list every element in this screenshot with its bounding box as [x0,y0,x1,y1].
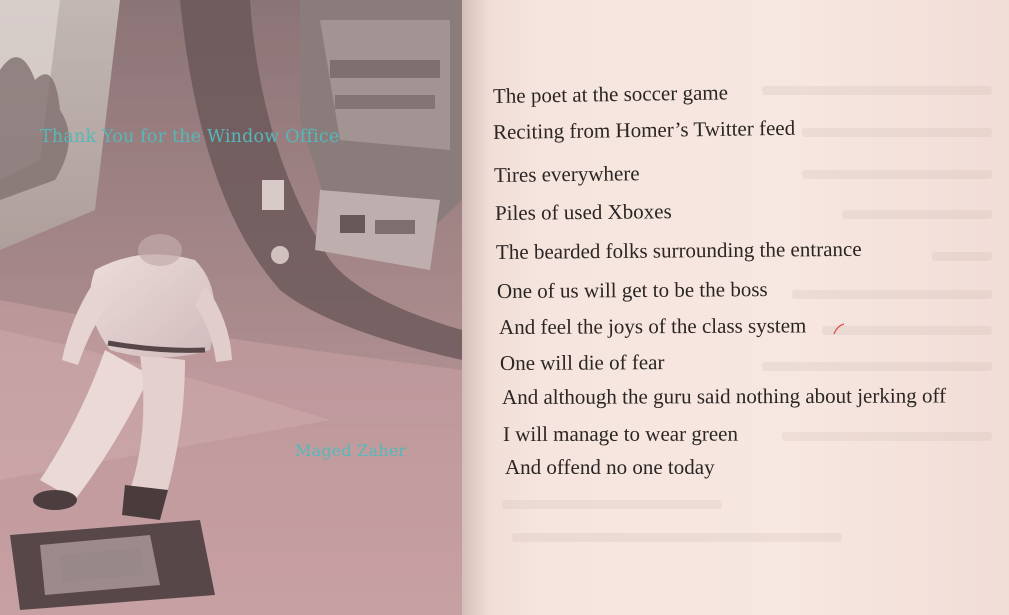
book-cover [0,0,462,615]
poem-page [462,0,1009,615]
poem-line-4: Piles of used Xboxes [494,199,672,225]
poem-line-6: One of us will get to be the boss [496,277,768,303]
poem-line-11: And offend no one today [505,455,715,479]
cover-photo [0,0,462,615]
poem-line-8: One will die of fear [499,350,665,375]
poem-line-1: The poet at the soccer game [492,80,729,108]
cover-title: Thank You for the Window Office [40,127,340,147]
red-pen-mark [832,322,846,336]
poem-line-9: And although the guru said nothing about jerking off [501,383,947,409]
poem-line-2: Reciting from Homer’s Twitter feed [492,115,796,144]
cover-author: Maged Zaher [295,441,407,460]
poem-line-7: And feel the joys of the class system [498,313,807,339]
poem-line-3: Tires everywhere [493,161,640,187]
poem-line-5: The bearded folks surrounding the entrance [495,236,862,264]
poem-line-10: I will manage to wear green [502,421,739,446]
